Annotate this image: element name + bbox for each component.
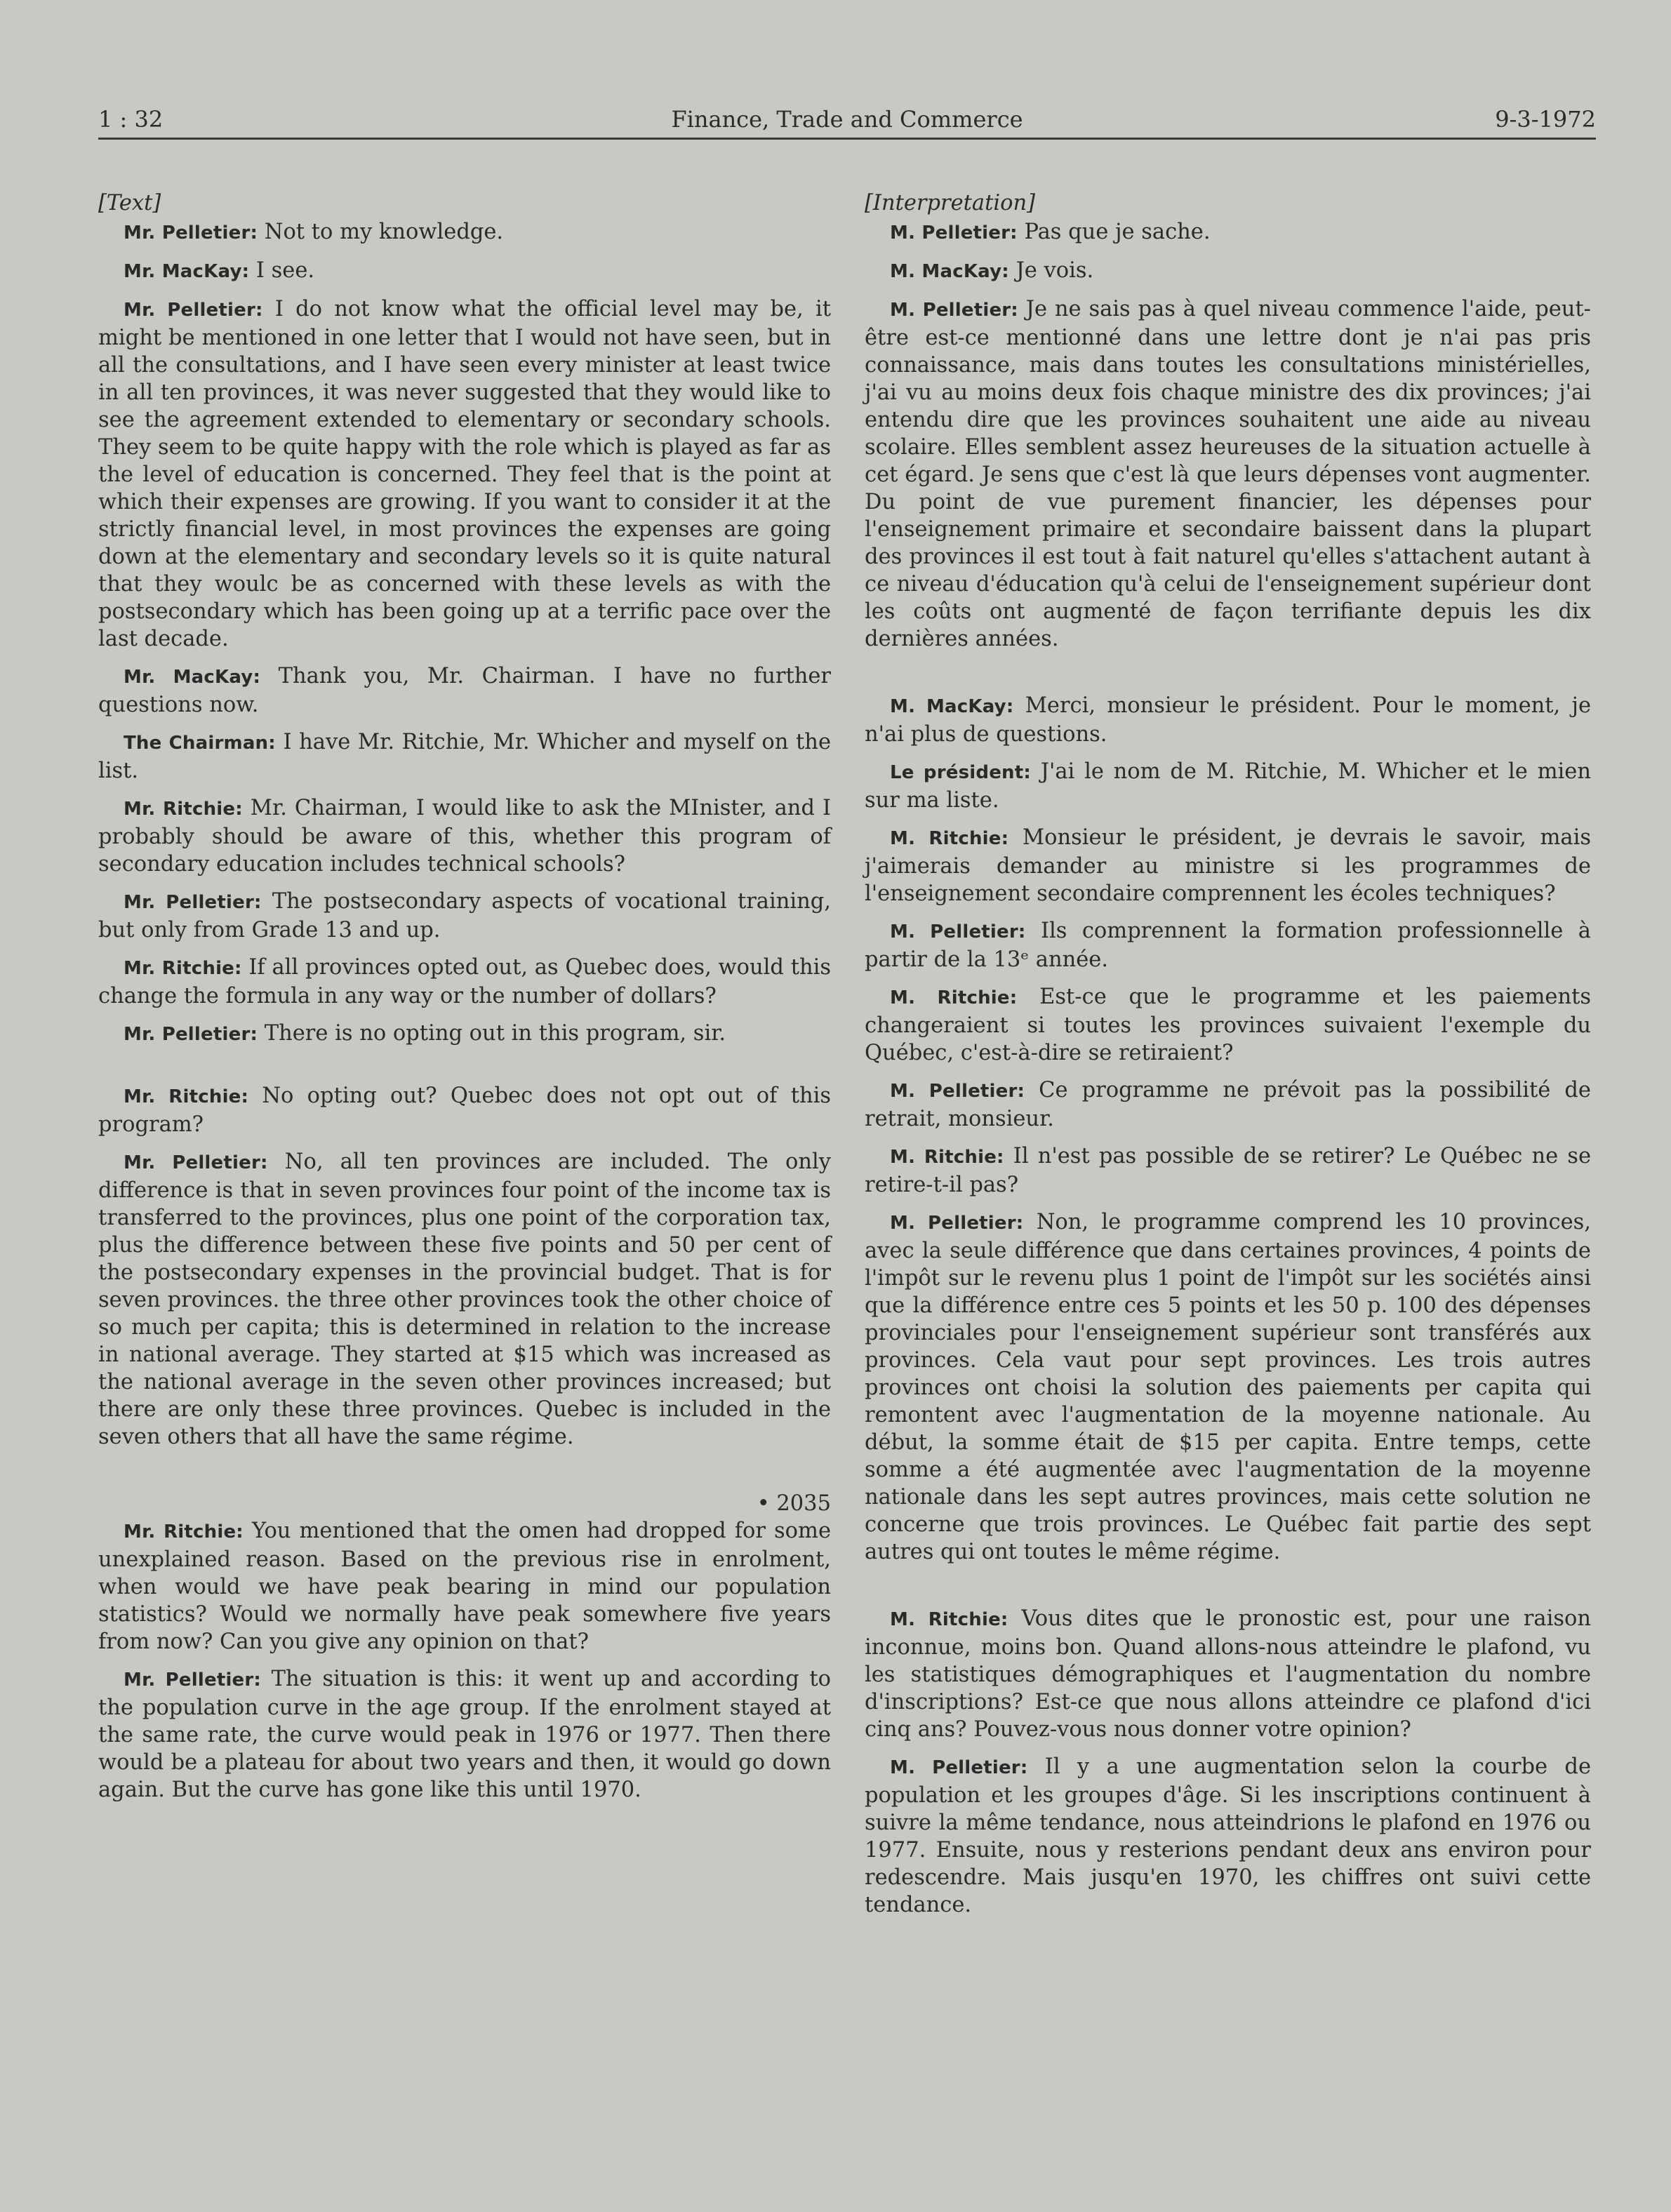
speaker-name: M. Ritchie:: [890, 987, 1018, 1008]
speech-text: No opting out? Quebec does not opt out of this program?: [98, 1084, 831, 1137]
speech-text: Est-ce que le programme et les paiements changeraient si toutes les provinces suivaient l'exemple du Québec, c'est-à-dire se retiraient?: [865, 985, 1591, 1065]
speech-text: No, all ten provinces are included. The only difference is that in seven provinces four point of the income tax is transferred to the provinces, plus one point of the corporation tax, plus the difference between these five points and 50 per cent of the postsecondary expenses in the provincial budget. That is for seven provinces. the three other provinces took the other choice of so much per capita; this is determined in relation to the increase in national average. They started at $15 which was increased as the national average in the seven other provinces increased; but there are only these three provinces. Quebec is included in the seven others that all have the same régime.: [98, 1150, 832, 1449]
speaker-name: Mr. Pelletier:: [124, 1152, 268, 1173]
speaker-name: Le président:: [890, 762, 1031, 783]
english-column: [98, 189, 831, 1813]
speech-text: Ils comprennent la formation professionnelle à partir de la 13ᵉ année.: [865, 919, 1591, 972]
paragraph: [865, 983, 1591, 1067]
paragraph: [865, 824, 1591, 907]
speaker-name: M. Ritchie:: [890, 1609, 1008, 1630]
speaker-name: Mr. Pelletier:: [124, 892, 262, 913]
speaker-name: M. Pelletier:: [890, 1213, 1024, 1234]
paragraph: [865, 758, 1591, 814]
section-tag: [Interpretation]: [865, 191, 1035, 215]
speech-text: I see.: [249, 258, 315, 283]
header-date: 9-3-1972: [1495, 106, 1596, 133]
paragraph: [865, 1142, 1591, 1199]
speech-text: I do not know what the official level may be, it might be mentioned in one letter that I would not have seen, but in all the consultations, and I have seen every minister at least twice in all ten provinces, it was never suggested that they would like to see the agreement extended to elementary or secondary schools. They seem to be quite happy with the role which is played as far as the level of education is concerned. They feel that is the point at which their expenses are growing. If you want to consider it at the strictly financial level, in most provinces the expenses are going down at the elementary and secondary levels so it is quite natural that they woulc be as concerned with these levels as with the postsecondary which has been going up at a terrific pace over the last decade.: [98, 297, 831, 651]
speaker-name: Mr. Ritchie:: [124, 1086, 249, 1107]
speaker-name: M. Pelletier:: [890, 222, 1018, 244]
page-number: 1 : 32: [98, 106, 164, 133]
speaker-name: M. MacKay:: [890, 696, 1014, 717]
speaker-name: Mr. Pelletier:: [124, 1024, 258, 1045]
paragraph: [865, 1753, 1591, 1919]
speaker-name: The Chairman:: [124, 733, 276, 754]
speech-text: The situation is this: it went up and according to the population curve in the age group. If the enrolment stayed at the same rate, the curve would peak in 1976 or 1977. Then there would be a plateau for about two years and then, it would go down again. But the curve has gone like this until 1970.: [98, 1667, 831, 1802]
speech-text: Vous dites que le pronostic est, pour une raison inconnue, moins bon. Quand allons-nous atteindre le plafond, vu les statistiques démographiques et l'augmentation du nombre d'inscriptions? Est-ce que nous allons atteindre ce plafond d'ici cinq ans? Pouvez-vous nous donner votre opinion?: [865, 1606, 1591, 1742]
speech-text: There is no opting out in this program, sir.: [258, 1021, 726, 1046]
speaker-name: Mr. Pelletier:: [124, 1670, 262, 1691]
speaker-name: Mr. Pelletier:: [124, 222, 258, 244]
speech-text: J'ai le nom de M. Ritchie, M. Whicher et le mien sur ma liste.: [865, 759, 1592, 813]
paragraph: [98, 1082, 831, 1138]
paragraph: [98, 1665, 831, 1804]
paragraph: [98, 728, 831, 785]
speech-text: Ce programme ne prévoit pas la possibilité de retrait, monsieur.: [865, 1078, 1591, 1131]
speech-text: Il n'est pas possible de se retirer? Le Québec ne se retire-t-il pas?: [865, 1144, 1591, 1197]
paragraph: [98, 888, 831, 944]
speaker-name: Mr. MacKay:: [124, 667, 261, 688]
speaker-name: M. Pelletier:: [890, 1081, 1025, 1102]
speaker-name: M. Pelletier:: [890, 1757, 1028, 1778]
speaker-name: Mr. Pelletier:: [124, 300, 263, 321]
paragraph: [98, 1517, 831, 1655]
paragraph: [865, 1605, 1591, 1743]
time-marker: • 2035: [757, 1491, 831, 1516]
speaker-name: M. MacKay:: [890, 261, 1009, 282]
speaker-name: Mr. Ritchie:: [124, 799, 243, 820]
header-title: Finance, Trade and Commerce: [671, 106, 1023, 133]
speaker-name: Mr. Ritchie:: [124, 958, 242, 979]
speech-text: Non, le programme comprend les 10 provinces, avec la seule différence que dans certaines provinces, 4 points de l'impôt sur le revenu plus 1 point de l'impôt sur les sociétés ainsi que la différence entre ces 5 points et les 50 p. 100 des dépenses provinciales pour l'enseignement supérieur sont transférés aux provinces. Cela vaut pour sept provinces. Les trois autres provinces ont choisi la solution des paiements per capita qui remontent avec l'augmentation de la moyenne nationale. Au début, la somme était de $15 per capita. Entre temps, cette somme a été augmentée avec l'augmentation de la moyenne nationale dans les sept autres provinces, mais cette solution ne concerne que trois provinces. Le Québec fait partie des sept autres qui ont toutes le même régime.: [865, 1210, 1591, 1564]
paragraph: [98, 1148, 831, 1451]
running-header: [98, 104, 1596, 140]
paragraph: [98, 257, 831, 286]
speech-text: Je vois.: [1008, 258, 1094, 283]
paragraph: [98, 1020, 831, 1048]
speech-text: Mr. Chairman, I would like to ask the MInister, and I probably should be aware of this, whether this program of secondary education includes technical schools?: [98, 796, 831, 877]
paragraph: [98, 295, 831, 653]
speech-text: Merci, monsieur le président. Pour le moment, je n'ai plus de questions.: [865, 693, 1592, 747]
paragraph: [98, 954, 831, 1010]
speech-text: Il y a une augmentation selon la courbe de population et les groupes d'âge. Si les inscriptions continuent à suivre la même tendance, nous atteindrions le plafond en 1976 ou 1977. Ensuite, nous y resterions pendant deux ans environ pour redescendre. Mais jusqu'en 1970, les chiffres ont suivi cette tendance.: [865, 1754, 1592, 1917]
paragraph: [865, 257, 1591, 286]
speaker-name: Mr. MacKay:: [124, 261, 250, 282]
speech-text: Monsieur le président, je devrais le savoir, mais j'aimerais demander au ministre si les programmes de l'enseignement secondaire comprennent les écoles techniques?: [865, 825, 1591, 906]
section-tag: [Text]: [98, 191, 161, 215]
speech-text: The postsecondary aspects of vocational training, but only from Grade 13 and up.: [98, 889, 831, 942]
paragraph: [865, 218, 1591, 247]
paragraph: [98, 218, 831, 247]
speaker-name: M. Pelletier:: [890, 300, 1018, 321]
speech-text: Thank you, Mr. Chairman. I have no further questions now.: [98, 664, 831, 717]
paragraph: [865, 917, 1591, 973]
speech-text: Je ne sais pas à quel niveau commence l'aide, peut-être est-ce mentionné dans une lettre dont je n'ai pas pris connaissance, mais dans toutes les consultations ministérielles, j'ai vu au moins deux fois chaque ministre des dix provinces; j'ai entendu dire que les provinces souhaitent une aide au niveau scolaire. Elles semblent assez heureuses de la situation actuelle à cet égard. Je sens que c'est là que leurs dépenses vont augmenter. Du point de vue purement financier, les dépenses pour l'enseignement primaire et secondaire baissent dans la plupart des provinces il est tout à fait naturel qu'elles s'attachent autant à ce niveau d'éducation qu'à celui de l'enseignement supérieur dont les coûts ont augmenté de façon terrifiante depuis les dix dernières années.: [865, 297, 1591, 651]
speaker-name: M. Ritchie:: [890, 828, 1009, 849]
speech-text: Pas que je sache.: [1017, 220, 1211, 244]
speech-text: You mentioned that the omen had dropped for some unexplained reason. Based on the previous rise in enrolment, when would we have peak bearing in mind our population statistics? Would we normally have peak somewhere five years from now? Can you give any opinion on that?: [98, 1519, 832, 1654]
speech-text: I have Mr. Ritchie, Mr. Whicher and myself on the list.: [98, 730, 831, 783]
paragraph: [865, 1077, 1591, 1133]
paragraph: [865, 692, 1591, 748]
paragraph: [98, 794, 831, 878]
paragraph: [865, 295, 1591, 653]
paragraph: [98, 662, 831, 719]
speaker-name: M. Ritchie:: [890, 1147, 1004, 1168]
french-column: [865, 189, 1591, 1928]
speech-text: If all provinces opted out, as Quebec does, would this change the formula in any way or the number of dollars?: [98, 955, 831, 1008]
speech-text: Not to my knowledge.: [258, 220, 504, 244]
speaker-name: M. Pelletier:: [890, 921, 1026, 942]
speaker-name: Mr. Ritchie:: [124, 1521, 244, 1543]
paragraph: [865, 1208, 1591, 1566]
